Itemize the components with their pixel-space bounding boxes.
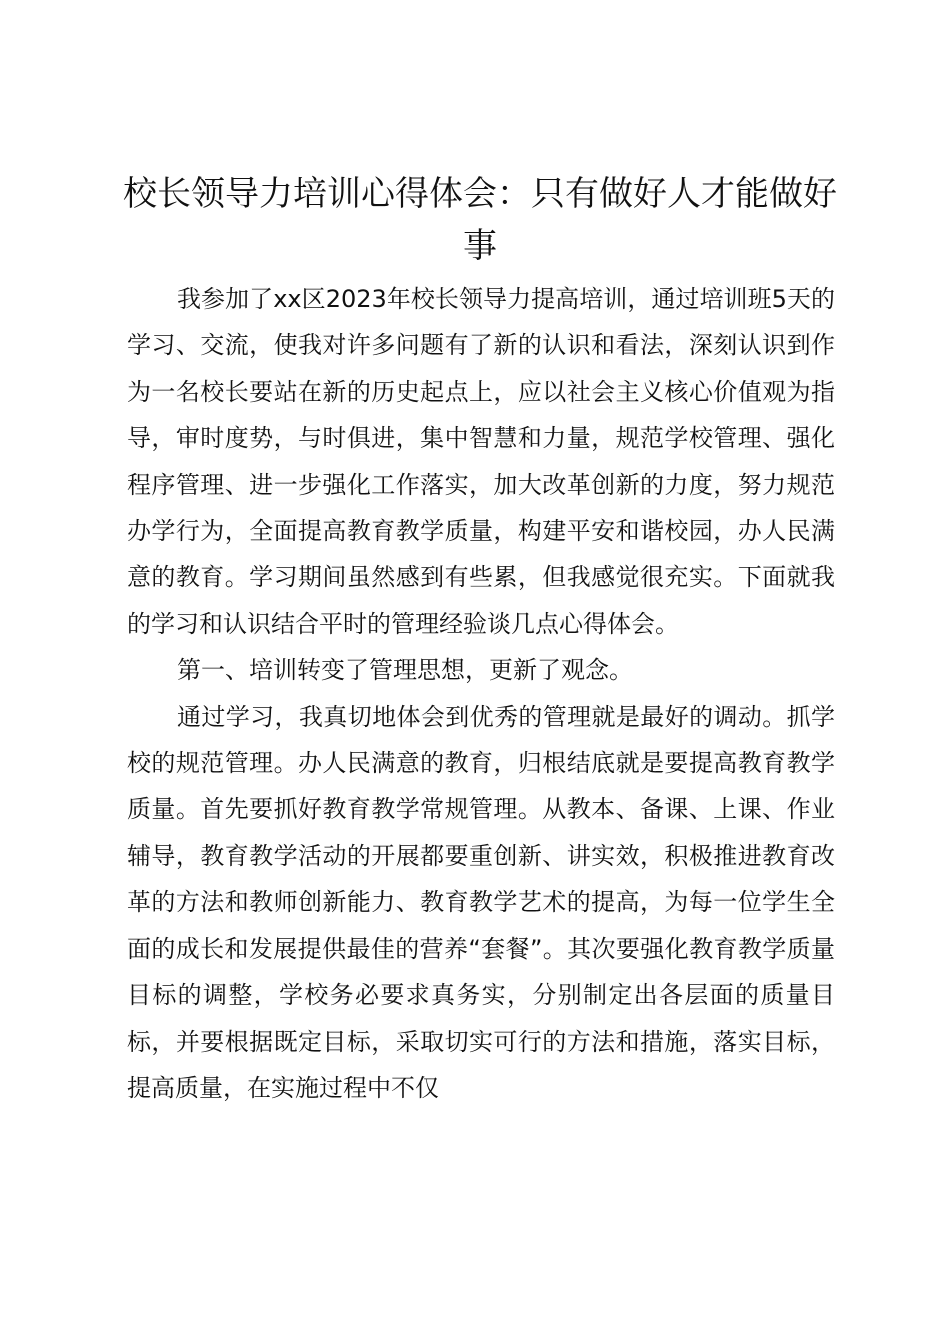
paragraph-section-heading: 第一、培训转变了管理思想，更新了观念。 <box>177 656 633 685</box>
document-title: 校长领导力培训心得体会：只有做好人才能做好事 <box>123 174 837 266</box>
document-body <box>127 276 835 1111</box>
paragraph-management: 通过学习，我真切地体会到优秀的管理就是最好的调动。抓学校的规范管理。办人民满意的教育，归根结底就是要提高教育教学质量。首先要抓好教育教学常规管理。从教本、备课、上课、作业辅导，教育教学活动的开展都要重创新、讲实效，积极推进教育改革的方法和教师创新能力、教育教学艺术的提高，为每一位学生全面的成长和发展提供最佳的营养“套餐”。其次要强化教育教学质量目标的调整，学校务必要求真务实，分别制定出各层面的质量目标，并要根据既定目标，采取切实可行的方法和措施，落实目标，提高质量，在实施过程中不仅 <box>127 702 835 1102</box>
paragraph-intro: 我参加了xx区2023年校长领导力提高培训，通过培训班5天的学习、交流，使我对许多问题有了新的认识和看法，深刻认识到作为一名校长要站在新的历史起点上，应以社会主义核心价值观为指导，审时度势，与时俱进，集中智慧和力量，规范学校管理、强化程序管理、进一步强化工作落实，加大改革创新的力度，努力规范办学行为，全面提高教育教学质量，构建平安和谐校园，办人民满意的教育。学习期间虽然感到有些累，但我感觉很充实。下面就我的学习和认识结合平时的管理经验谈几点心得体会。 <box>127 285 835 638</box>
